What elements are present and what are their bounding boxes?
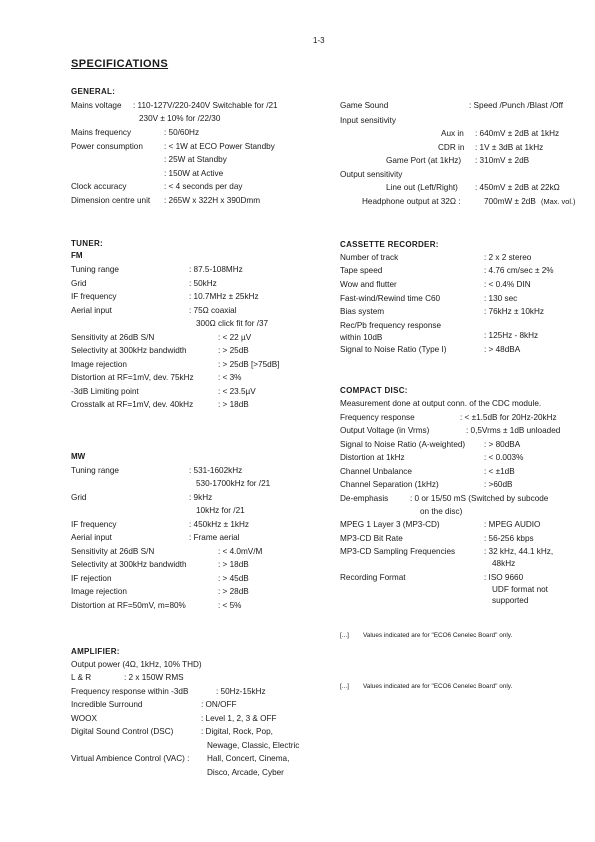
fm-if-frequency-label: IF frequency <box>71 292 117 301</box>
fm-grid-label: Grid <box>71 279 87 288</box>
page-number: 1-3 <box>313 36 325 45</box>
mw-grid-label: Grid <box>71 493 87 502</box>
amp-freq-response-value: : 50Hz-15kHz <box>216 687 266 696</box>
cd-snr-label: Signal to Noise Ratio (A-weighted) <box>340 440 466 449</box>
mw-distortion-value: : < 5% <box>218 601 242 610</box>
mw-aerial-input-value: : Frame aerial <box>189 533 240 542</box>
recording-format-value: : ISO 9660 <box>484 573 524 582</box>
fm-image-rejection-value: : > 25dB [>75dB] <box>218 360 280 369</box>
fm-selectivity-label: Selectivity at 300kHz bandwidth <box>71 346 187 355</box>
mw-sensitivity-label: Sensitivity at 26dB S/N <box>71 547 155 556</box>
bias-label: Bias system <box>340 307 385 316</box>
fm-aerial-input-label: Aerial input <box>71 306 112 315</box>
fm-aerial-input-value: : 75Ω coaxial <box>189 306 237 315</box>
fm-limiting-value: : < 23.5µV <box>218 387 256 396</box>
rec-pb-label: Rec/Pb frequency response <box>340 321 442 330</box>
mw-selectivity-value: : > 18dB <box>218 560 249 569</box>
line-out-label: Line out (Left/Right) <box>386 183 458 192</box>
lr-value: : 2 x 150W RMS <box>124 673 184 682</box>
tape-speed-value: : 4.76 cm/sec ± 2% <box>484 266 554 275</box>
vac-value-2: Disco, Arcade, Cyber <box>207 768 284 777</box>
mp3-format-value: : MPEG AUDIO <box>484 520 541 529</box>
mains-voltage-label: Mains voltage <box>71 101 122 110</box>
mw-tuning-range-value-2: 530-1700kHz for /21 <box>196 479 271 488</box>
cd-unbalance-value: : < ±1dB <box>484 467 515 476</box>
mw-if-rejection-label: IF rejection <box>71 574 112 583</box>
rec-pb-label-2: within 10dB <box>340 333 383 342</box>
mw-image-rejection-value: : > 28dB <box>218 587 249 596</box>
fm-crosstalk-value: : > 18dB <box>218 400 249 409</box>
game-port-value: : 310mV ± 2dB <box>475 156 530 165</box>
woox-label: WOOX <box>71 714 97 723</box>
power-consumption-value: : < 1W at ECO Power Standby <box>164 142 275 151</box>
page-title: SPECIFICATIONS <box>71 58 169 70</box>
cdr-in-label: CDR in <box>438 143 465 152</box>
line-out-value: : 450mV ± 2dB at 22kΩ <box>475 183 560 192</box>
clock-accuracy-label: Clock accuracy <box>71 182 127 191</box>
mw-heading: MW <box>71 452 86 461</box>
amp-freq-response-label: Frequency response within -3dB <box>71 687 189 696</box>
mains-voltage-value-2: 230V ± 10% for /22/30 <box>139 114 221 123</box>
mains-frequency-label: Mains frequency <box>71 128 132 137</box>
mw-aerial-input-label: Aerial input <box>71 533 112 542</box>
mp3-bitrate-label: MP3-CD Bit Rate <box>340 534 403 543</box>
vac-value: Hall, Concert, Cinema, <box>207 754 290 763</box>
tracks-label: Number of track <box>340 253 399 262</box>
mp3-sampling-value: : 32 kHz, 44.1 kHz, <box>484 547 554 556</box>
dimension-value: : 265W x 322H x 390Dmm <box>164 196 261 205</box>
rec-pb-value: : 125Hz - 8kHz <box>484 331 539 340</box>
note-1-text: Values indicated are for "ECO6 Cenelec Board" only. <box>363 632 513 639</box>
cassette-snr-value: : > 48dBA <box>484 345 521 354</box>
wow-flutter-label: Wow and flutter <box>340 280 397 289</box>
woox-value: : Level 1, 2, 3 & OFF <box>201 714 277 723</box>
headphone-label: Headphone output at 32Ω : <box>362 197 461 206</box>
aux-in-value: : 640mV ± 2dB at 1kHz <box>475 129 560 138</box>
power-consumption-label: Power consumption <box>71 142 143 151</box>
mw-distortion-label: Distortion at RF=50mV, m=80% <box>71 601 186 610</box>
tracks-value: : 2 x 2 stereo <box>484 253 532 262</box>
game-sound-label: Game Sound <box>340 101 389 110</box>
headphone-value-note: (Max. vol.) <box>541 197 576 206</box>
cd-unbalance-label: Channel Unbalance <box>340 467 412 476</box>
output-power: Output power (4Ω, 1kHz, 10% THD) <box>71 660 202 669</box>
mw-tuning-range-value: : 531-1602kHz <box>189 466 243 475</box>
tuner-heading: TUNER: <box>71 239 104 248</box>
mw-if-frequency-label: IF frequency <box>71 520 117 529</box>
lr-label: L & R <box>71 673 92 682</box>
fm-heading: FM <box>71 251 83 260</box>
fast-wind-value: : 130 sec <box>484 294 518 303</box>
input-sensitivity-heading: Input sensitivity <box>340 116 396 125</box>
mains-frequency-value: : 50/60Hz <box>164 128 200 137</box>
tape-speed-label: Tape speed <box>340 266 383 275</box>
cdr-in-value: : 1V ± 3dB at 1kHz <box>475 143 544 152</box>
amplifier-heading: AMPLIFIER: <box>71 647 120 656</box>
mw-tuning-range-label: Tuning range <box>71 466 119 475</box>
mp3-bitrate-value: : 56-256 kbps <box>484 534 534 543</box>
dsc-value-2: Newage, Classic, Electric <box>207 741 300 750</box>
mp3-sampling-value-2: 48kHz <box>492 559 516 568</box>
cd-separation-value: : >60dB <box>484 480 513 489</box>
compact-disc-heading: COMPACT DISC: <box>340 386 408 395</box>
fm-tuning-range-label: Tuning range <box>71 265 119 274</box>
cd-deemphasis-value-2: on the disc) <box>420 507 463 516</box>
recording-format-value-2: UDF format not <box>492 585 548 594</box>
cd-separation-label: Channel Separation (1kHz) <box>340 480 439 489</box>
aux-in-label: Aux in <box>441 129 464 138</box>
note-2-text: Values indicated are for "ECO6 Cenelec Board" only. <box>363 683 513 690</box>
cassette-snr-label: Signal to Noise Ratio (Type I) <box>340 345 447 354</box>
fm-distortion-label: Distortion at RF=1mV, dev. 75kHz <box>71 373 194 382</box>
fm-grid-value: : 50kHz <box>189 279 217 288</box>
cd-distortion-value: : < 0.003% <box>484 453 524 462</box>
fm-aerial-input-value-2: 300Ω click fit for /37 <box>196 319 269 328</box>
game-port-label: Game Port (at 1kHz) <box>386 156 462 165</box>
mains-voltage-value: : 110-127V/220-240V Switchable for /21 <box>133 101 278 110</box>
recording-format-label: Recording Format <box>340 573 406 582</box>
cd-output-voltage-value: : 0,5Vrms ± 1dB unloaded <box>466 426 561 435</box>
power-consumption-value-2: : 25W at Standby <box>164 155 227 164</box>
mw-grid-value: : 9kHz <box>189 493 213 502</box>
mw-selectivity-label: Selectivity at 300kHz bandwidth <box>71 560 187 569</box>
cd-snr-value: : > 80dBA <box>484 440 521 449</box>
fm-sensitivity-label: Sensitivity at 26dB S/N <box>71 333 155 342</box>
cd-output-voltage-label: Output Voltage (in Vrms) <box>340 426 430 435</box>
cassette-heading: CASSETTE RECORDER: <box>340 240 439 249</box>
cd-distortion-label: Distortion at 1kHz <box>340 453 405 462</box>
note-1-bracket: [...] <box>340 632 349 639</box>
incredible-surround-value: : ON/OFF <box>201 700 237 709</box>
mp3-format-label: MPEG 1 Layer 3 (MP3-CD) <box>340 520 440 529</box>
vac-label: Virtual Ambience Control (VAC) : <box>71 754 190 763</box>
dsc-value: : Digital, Rock, Pop, <box>201 727 273 736</box>
cd-measurement-note: Measurement done at output conn. of the CDC module. <box>340 399 542 408</box>
fm-crosstalk-label: Crosstalk at RF=1mV, dev. 40kHz <box>71 400 194 409</box>
mw-image-rejection-label: Image rejection <box>71 587 127 596</box>
game-sound-value: : Speed /Punch /Blast /Off <box>469 101 564 110</box>
general-heading: GENERAL: <box>71 87 116 96</box>
headphone-value: 700mW ± 2dB <box>484 197 536 206</box>
recording-format-value-3: supported <box>492 596 529 605</box>
mw-if-frequency-value: : 450kHz ± 1kHz <box>189 520 250 529</box>
mp3-sampling-label: MP3-CD Sampling Frequencies <box>340 547 456 556</box>
dsc-label: Digital Sound Control (DSC) <box>71 727 174 736</box>
mw-if-rejection-value: : > 45dB <box>218 574 249 583</box>
fm-sensitivity-value: : < 22 µV <box>218 333 252 342</box>
clock-accuracy-value: : < 4 seconds per day <box>164 182 243 191</box>
bias-value: : 76kHz ± 10kHz <box>484 307 545 316</box>
fm-if-frequency-value: : 10.7MHz ± 25kHz <box>189 292 259 301</box>
fm-image-rejection-label: Image rejection <box>71 360 127 369</box>
power-consumption-value-3: : 150W at Active <box>164 169 224 178</box>
fm-distortion-value: : < 3% <box>218 373 242 382</box>
fm-selectivity-value: : > 25dB <box>218 346 249 355</box>
cd-deemphasis-value: : 0 or 15/50 mS (Switched by subcode <box>410 494 549 503</box>
incredible-surround-label: Incredible Surround <box>71 700 143 709</box>
cd-freq-response-label: Frequency response <box>340 413 415 422</box>
output-sensitivity-heading: Output sensitivity <box>340 170 403 179</box>
fast-wind-label: Fast-wind/Rewind time C60 <box>340 294 441 303</box>
cd-deemphasis-label: De-emphasis <box>340 494 389 503</box>
mw-grid-value-2: 10kHz for /21 <box>196 506 245 515</box>
note-2-bracket: [...] <box>340 683 349 690</box>
dimension-label: Dimension centre unit <box>71 196 151 205</box>
mw-sensitivity-value: : < 4.0mV/M <box>218 547 263 556</box>
cd-freq-response-value: : < ±1.5dB for 20Hz-20kHz <box>460 413 557 422</box>
wow-flutter-value: : < 0.4% DIN <box>484 280 531 289</box>
fm-tuning-range-value: : 87.5-108MHz <box>189 265 243 274</box>
fm-limiting-label: -3dB Limiting point <box>71 387 139 396</box>
